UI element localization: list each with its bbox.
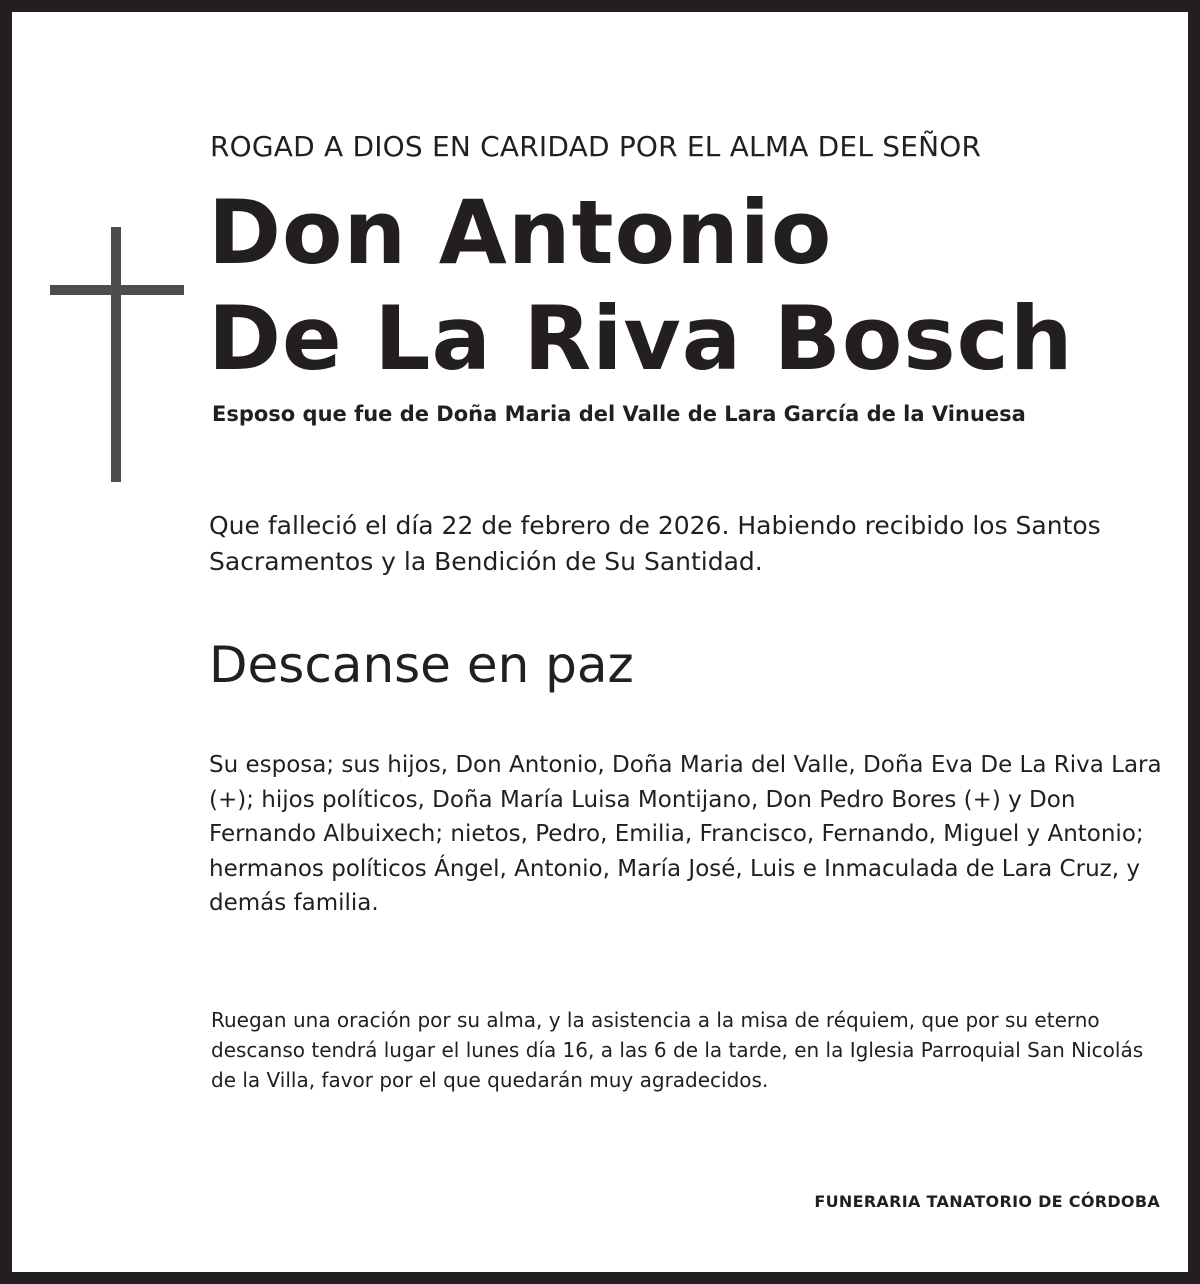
cross-horizontal-bar <box>50 285 184 295</box>
intro-heading: ROGAD A DIOS EN CARIDAD POR EL ALMA DEL SEÑOR <box>210 130 982 163</box>
rest-in-peace: Descanse en paz <box>209 636 634 694</box>
deceased-name <box>208 180 1074 392</box>
funeral-home: FUNERARIA TANATORIO DE CÓRDOBA <box>814 1192 1160 1211</box>
deceased-name-line2: De La Riva Bosch <box>208 287 1074 390</box>
mass-text: Ruegan una oración por su alma, y la asistencia a la misa de réquiem, que por su eterno descanso tendrá lugar el lunes día 16, a las 6 de la tarde, en la Iglesia Parroquial San Nicolás de la Villa, favor por el que quedarán muy agradecidos. <box>211 1008 1144 1092</box>
cross-vertical-bar <box>111 227 121 482</box>
deceased-name-line1: Don Antonio <box>208 181 833 284</box>
family-text: Su esposa; sus hijos, Don Antonio, Doña Maria del Valle, Doña Eva De La Riva Lara (+); hijos políticos, Doña María Luisa Montijano, Don Pedro Bores (+) y Don Fernando Albuixech; nietos, Pedro, Emilia, Francisco, Fernando, Miguel y Antonio; hermanos políticos Ángel, Antonio, María José, Luis e Inmaculada de Lara Cruz, y demás familia. <box>209 752 1162 916</box>
death-text: Que falleció el día 22 de febrero de 2026. Habiendo recibido los Santos Sacramentos y la Bendición de Su Santidad. <box>209 511 1101 576</box>
spouse-line: Esposo que fue de Doña Maria del Valle de Lara García de la Vinuesa <box>212 402 1026 426</box>
